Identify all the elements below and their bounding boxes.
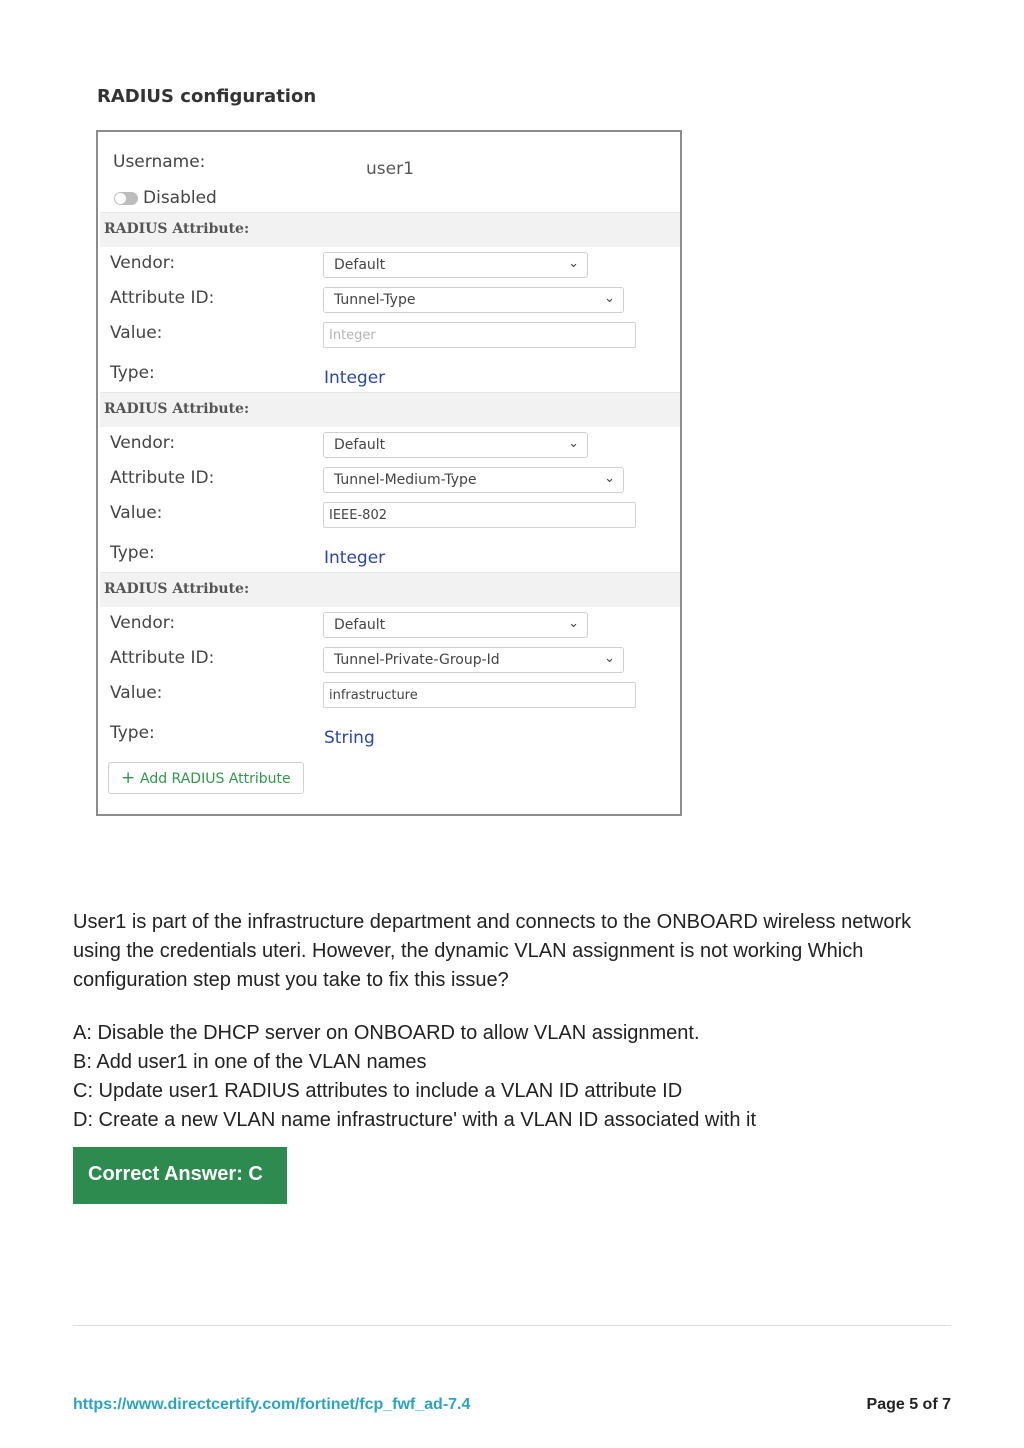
vendor-label: Vendor: <box>110 253 176 273</box>
radius-config-panel <box>96 130 682 816</box>
chevron-down-icon: ⌄ <box>568 616 579 631</box>
correct-answer-badge: Correct Answer: C <box>73 1147 287 1204</box>
vendor-select[interactable]: Default ⌄ <box>323 252 588 278</box>
option-d: D: Create a new VLAN name infrastructure' with a VLAN ID associated with it <box>73 1109 756 1131</box>
option-c: C: Update user1 RADIUS attributes to include a VLAN ID attribute ID <box>73 1080 683 1102</box>
attribute-id-label: Attribute ID: <box>110 468 215 488</box>
footer-divider <box>73 1325 951 1326</box>
type-label: Type: <box>110 363 155 383</box>
value-input[interactable] <box>323 322 636 348</box>
type-label: Type: <box>110 723 155 743</box>
value-label: Value: <box>110 683 163 703</box>
type-value: Integer <box>324 368 386 388</box>
disabled-toggle[interactable] <box>114 192 138 205</box>
username-label: Username: <box>113 152 206 172</box>
option-a: A: Disable the DHCP server on ONBOARD to allow VLAN assignment. <box>73 1022 700 1044</box>
answer-options <box>73 1019 953 1135</box>
chevron-down-icon: ⌄ <box>604 651 615 666</box>
radius-attribute-header: RADIUS Attribute: <box>100 572 680 607</box>
value-label: Value: <box>110 323 163 343</box>
plus-icon: + <box>121 768 136 788</box>
attribute-id-label: Attribute ID: <box>110 648 215 668</box>
page-number: Page 5 of 7 <box>866 1396 951 1413</box>
radius-attribute-header: RADIUS Attribute: <box>100 212 680 247</box>
chevron-down-icon: ⌄ <box>568 256 579 271</box>
chevron-down-icon: ⌄ <box>604 471 615 486</box>
value-input[interactable]: infrastructure <box>323 682 636 708</box>
vendor-select[interactable]: Default ⌄ <box>323 612 588 638</box>
add-radius-attribute-button[interactable]: + Add RADIUS Attribute <box>108 762 304 794</box>
radius-config-title: RADIUS configuration <box>97 86 317 107</box>
vendor-select[interactable]: Default ⌄ <box>323 432 588 458</box>
chevron-down-icon: ⌄ <box>604 291 615 306</box>
attribute-id-select[interactable]: Tunnel-Private-Group-Id ⌄ <box>323 647 624 673</box>
type-value: Integer <box>324 548 386 568</box>
chevron-down-icon: ⌄ <box>568 436 579 451</box>
username-value: user1 <box>366 159 414 179</box>
value-label: Value: <box>110 503 163 523</box>
attribute-id-select[interactable]: Tunnel-Medium-Type ⌄ <box>323 467 624 493</box>
radius-attribute-header: RADIUS Attribute: <box>100 392 680 427</box>
attribute-id-select[interactable]: Tunnel-Type ⌄ <box>323 287 624 313</box>
type-label: Type: <box>110 543 155 563</box>
attribute-id-label: Attribute ID: <box>110 288 215 308</box>
question-text: User1 is part of the infrastructure department and connects to the ONBOARD wireless network using the credentials uteri. However, the dynamic VLAN assignment is not working Which configuration step must you take to fix this issue? <box>73 911 912 991</box>
value-placeholder: Integer <box>329 328 376 343</box>
footer-url-link[interactable]: https://www.directcertify.com/fortinet/fcp_fwf_ad-7.4 <box>73 1396 471 1413</box>
vendor-label: Vendor: <box>110 613 176 633</box>
vendor-label: Vendor: <box>110 433 176 453</box>
option-b: B: Add user1 in one of the VLAN names <box>73 1051 427 1073</box>
value-input[interactable]: IEEE-802 <box>323 502 636 528</box>
type-value: String <box>324 728 375 748</box>
toggle-label: Disabled <box>143 188 217 208</box>
